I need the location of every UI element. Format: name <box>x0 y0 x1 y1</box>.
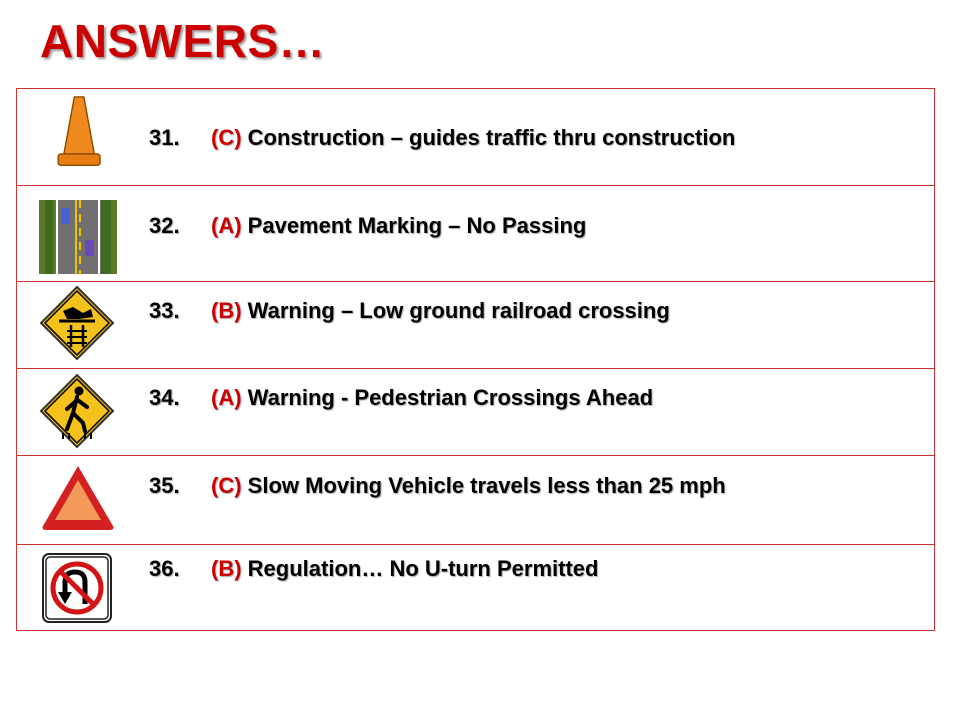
answer-number: 36. <box>149 556 180 581</box>
answer-letter: (A) <box>211 213 242 238</box>
pedestrian-crossing-sign-icon <box>39 373 115 449</box>
answer-text: Pavement Marking – No Passing <box>247 213 587 238</box>
road-marking-icon <box>39 200 117 274</box>
answer-text: Regulation… No U-turn Permitted <box>247 556 599 581</box>
answer-number: 31. <box>149 125 180 150</box>
answer-text: Construction – guides traffic thru construction <box>247 125 736 150</box>
answer-letter: (C) <box>211 125 242 150</box>
answer-letter: (B) <box>211 298 242 323</box>
traffic-cone-icon <box>43 95 119 171</box>
answer-row-32 <box>17 186 934 282</box>
answer-number: 33. <box>149 298 180 323</box>
answer-text: Slow Moving Vehicle travels less than 25 mph <box>247 473 726 498</box>
answer-letter: (C) <box>211 473 242 498</box>
page-title: ANSWERS… <box>40 15 326 67</box>
answer-row-34 <box>17 369 934 456</box>
answer-row-35 <box>17 456 934 545</box>
answers-table <box>16 88 935 631</box>
answer-row-31 <box>17 89 934 186</box>
answer-letter: (B) <box>211 556 242 581</box>
answer-row-33 <box>17 282 934 369</box>
low-ground-railroad-sign-icon <box>39 285 115 361</box>
answer-number: 35. <box>149 473 180 498</box>
answer-number: 34. <box>149 385 180 410</box>
answer-number: 32. <box>149 213 180 238</box>
answer-text: Warning - Pedestrian Crossings Ahead <box>247 385 654 410</box>
slow-moving-vehicle-sign-icon <box>39 462 117 534</box>
answer-row-36 <box>17 545 934 632</box>
answer-letter: (A) <box>211 385 242 410</box>
answer-text: Warning – Low ground railroad crossing <box>247 298 670 323</box>
no-u-turn-sign-icon <box>41 552 113 624</box>
